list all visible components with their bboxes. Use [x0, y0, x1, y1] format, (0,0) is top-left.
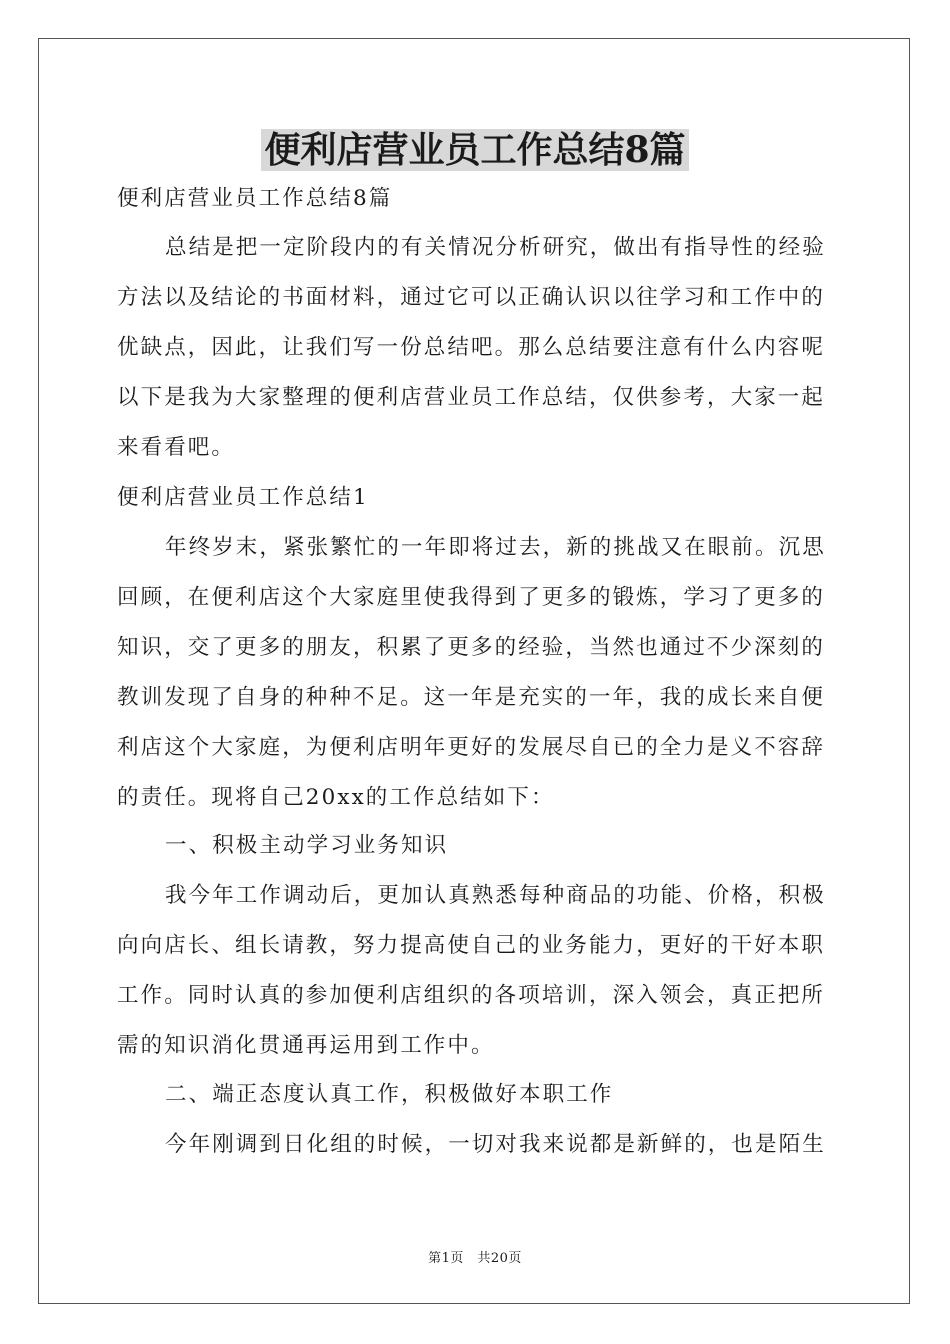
section-heading: 便利店营业员工作总结1 [117, 485, 369, 510]
page-number: 第1页 共20页 [428, 1251, 522, 1266]
body-line: 工作。同时认真的参加便利店组织的各项培训，深入领会，真正把所 [117, 983, 826, 1008]
body-line: 的责任。现将自己20xx的工作总结如下： [117, 785, 555, 810]
subtitle: 便利店营业员工作总结8篇 [117, 186, 393, 211]
body-line: 利店这个大家庭，为便利店明年更好的发展尽自已的全力是义不容辞 [117, 735, 826, 760]
intro-line: 以下是我为大家整理的便利店营业员工作总结，仅供参考，大家一起 [117, 385, 826, 410]
intro-line: 方法以及结论的书面材料，通过它可以正确认识以往学习和工作中的 [117, 285, 826, 310]
body-line: 今年刚调到日化组的时候，一切对我来说都是新鲜的，也是陌生 [165, 1132, 826, 1157]
body-line: 年终岁末，紧张繁忙的一年即将过去，新的挑战又在眼前。沉思 [165, 535, 826, 560]
body-line: 回顾，在便利店这个大家庭里使我得到了更多的锻炼，学习了更多的 [117, 585, 826, 610]
intro-line: 总结是把一定阶段内的有关情况分析研究，做出有指导性的经验 [165, 235, 826, 260]
body-line: 需的知识消化贯通再运用到工作中。 [117, 1033, 495, 1058]
point-heading: 一、积极主动学习业务知识 [165, 833, 449, 858]
body-line: 教训发现了自身的种种不足。这一年是充实的一年，我的成长来自便 [117, 685, 826, 710]
body-line: 知识，交了更多的朋友，积累了更多的经验，当然也通过不少深刻的 [117, 635, 826, 660]
point-heading: 二、端正态度认真工作，积极做好本职工作 [165, 1082, 614, 1107]
body-line: 向向店长、组长请教，努力提高使自己的业务能力，更好的干好本职 [117, 933, 826, 958]
intro-line: 优缺点，因此，让我们写一份总结吧。那么总结要注意有什么内容呢 [117, 335, 826, 360]
document-title: 便利店营业员工作总结8篇 [0, 123, 950, 177]
intro-line: 来看看吧。 [117, 435, 236, 460]
page-border [38, 38, 910, 1304]
body-line: 我今年工作调动后，更加认真熟悉每种商品的功能、价格，积极 [165, 883, 826, 908]
